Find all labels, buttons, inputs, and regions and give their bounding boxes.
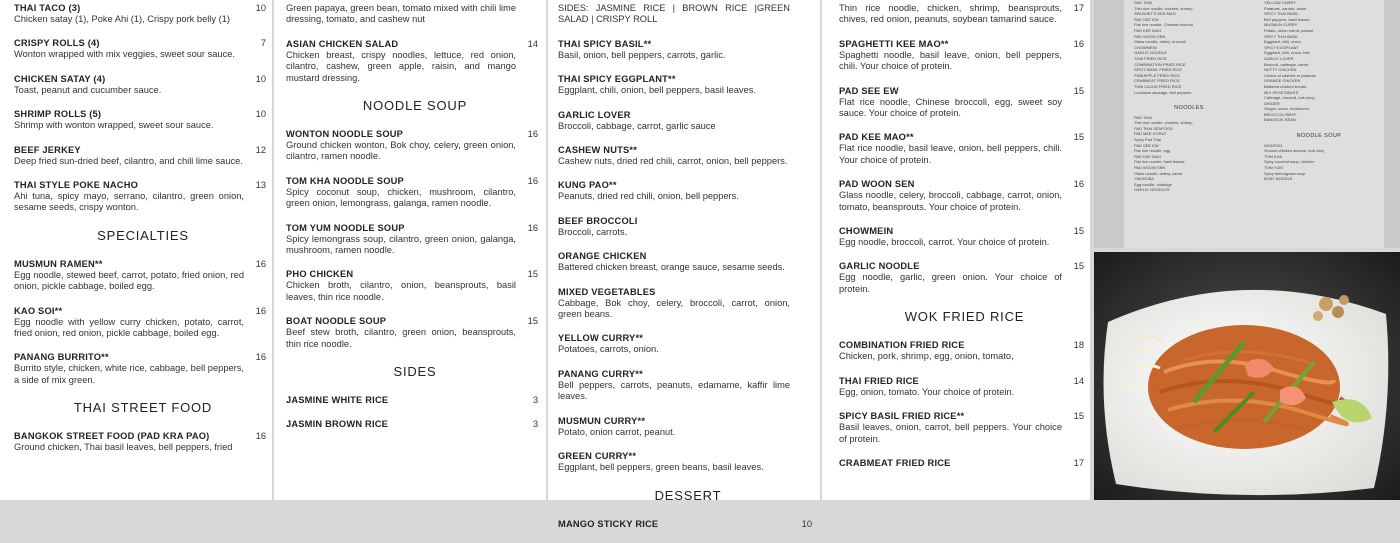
item-price: 14 [527,38,538,49]
item-name: CRISPY ROLLS (4) [14,38,100,49]
menu-paper-line: BROCCOLI BEEF [1264,111,1297,117]
menu-paper-line: Flat rice noodle, basil leaves [1134,159,1185,165]
menu-paper-line: YAKISOBA [1134,176,1154,182]
item-name: BANGKOK STREET FOOD (PAD KRA PAO) [14,431,210,442]
menu-paper-line: SPICY THAI BASIL [1264,33,1299,39]
menu-item [14,180,272,214]
menu-item [286,395,544,406]
menu-paper-line: Cabbage, broccoli, bok choy [1264,95,1315,101]
item-name: THAI STYLE POKE NACHO [14,180,139,191]
item-price: 3 [532,419,538,430]
item-description: Basil leaves, onion, carrot, bell peppers. Your choice of protein. [839,422,1062,444]
item-description: Flat rice noodle, Chinese broccoli, egg, sweet soy sauce. Your choice of protein. [839,96,1062,119]
item-description: Egg noodle, garlic, green onion. Your choice of protein. [839,272,1062,294]
menu-paper-line: YELLOW CURRY [1264,0,1296,5]
menu-paper-line: TOM YUM [1264,165,1283,171]
item-price: 16 [527,175,538,186]
item-description: Egg noodle, stewed beef, carrot, potato, fried onion, red onion, pickle cabbage, boiled egg. [14,269,244,292]
item-description: Chicken breast, crispy noodles, lettuce, red onion, cilantro, cashew, green apple, raisin, and mango mustard dressing. [286,49,516,83]
item-name: BOAT NOODLE SOUP [286,316,387,327]
menu-paper-line: Spicy Pad Thai [1134,137,1161,143]
menu-item [14,306,272,340]
menu-paper-line: PAD THAI [1134,114,1153,120]
sides-note-text: SIDES: JASMINE RICE | BROWN RICE |GREEN SALAD | CRISPY ROLL [558,3,790,25]
column-2-content [286,3,544,443]
item-description: Battered chicken breast, orange sauce, sesame seeds. [558,262,785,273]
item-price: 16 [1073,38,1084,49]
menu-paper-line [1134,95,1244,101]
item-name: CRABMEAT FRIED RICE [839,457,951,468]
menu-item [839,179,1090,213]
menu-item [558,110,818,132]
menu-item [558,145,818,167]
item-price: 15 [1073,85,1084,96]
item-price: 15 [1073,411,1084,422]
item-price: 15 [527,316,538,327]
menu-paper-line: SPAGHETTI KEE MAO [1134,11,1176,17]
item-description: Chicken satay (1), Poke Ahi (1), Crispy pork belly (1) [14,14,230,24]
item-price: 3 [532,395,538,406]
menu-item [286,419,544,430]
item-description: Ground chicken, Thai basil leaves, bell peppers, fried [14,442,233,453]
item-price: 16 [1073,179,1084,190]
menu-paper-line: Potatoes, carrots, onion [1264,5,1307,11]
menu-column-3 [548,0,820,529]
menu-paper-line: PAD KEE MAO [1134,153,1162,159]
section-title-sides: SIDES [393,364,437,380]
menu-paper-line: NOODLE SOUP [1296,132,1342,139]
item-price: 15 [1073,261,1084,272]
section-title-wok-fried-rice: WOK FRIED RICE [904,309,1025,325]
item-price: 10 [255,109,266,120]
menu-paper-line: NOODLES [1174,104,1204,111]
item-name: MIXED VEGETABLES [558,286,656,297]
menu-item [839,39,1090,73]
menu-paper-line: Thin rice noodle, chicken, shrimp [1134,5,1193,11]
menu-item [558,369,818,403]
item-name: JASMIN BROWN RICE [286,419,389,430]
item-name: MUSMUN CURRY** [558,415,646,426]
item-name: THAI SPICY BASIL** [558,38,652,49]
item-name: YELLOW CURRY** [558,333,644,344]
menu-item [558,519,818,530]
menu-paper-line: Glass noodle, celery, carrot [1134,170,1183,176]
item-name: WONTON NOODLE SOUP [286,129,404,140]
menu-paper-line: Spicy coconut soup, chicken [1264,159,1315,165]
item-name: THAI TACO (3) [14,3,81,13]
menu-paper-line: GARLIC LOVER [1264,55,1294,61]
item-description: Peanuts, dried red chili, onion, bell peppers. [558,191,739,202]
item-name: MANGO STICKY RICE [558,518,659,529]
item-price: 7 [260,38,266,49]
menu-paper-line: Ginger, onion, mushroom [1264,106,1309,112]
menu-item [839,340,1090,362]
item-price: 10 [255,73,266,84]
menu-paper-line: Battered chicken breast [1264,83,1307,89]
menu-paper-line: ORANGE CHICKEN [1264,78,1301,84]
menu-item [839,3,1090,26]
column-3-content [558,3,818,543]
item-name: PANANG BURRITO** [14,352,109,363]
menu-item [558,216,818,238]
section-title-thai-street-food: THAI STREET FOOD [73,400,213,416]
item-description: Green papaya, green bean, tomato mixed with chili lime dressing, tomato, and cashew nut [286,3,516,25]
item-description: Glass noodle, celery, broccoli, cabbage, carrot, onion, tomato, beansprouts. Your choice of protein. [839,190,1062,212]
menu-paper-line: Spicy lemongrass soup [1264,170,1306,176]
item-description: Ground chicken wonton, Bok choy, celery, green onion, cilantro, ramen noodle. [286,140,516,162]
item-name: ASIAN CHICKEN SALAD [286,38,399,49]
menu-paper-line: GARLIC NOODLES [1134,187,1170,193]
section-title-specialties: SPECIALTIES [97,227,189,243]
item-name: PAD KEE MAO** [839,132,914,143]
menu-paper-line: GINGER [1264,100,1280,106]
menu-paper-line: PAD MEE KORAT [1134,131,1167,137]
menu-paper-line: Ground chicken wonton, bok choy [1264,148,1325,154]
item-name: TOM KHA NOODLE SOUP [286,175,404,186]
item-description: Beef stew broth, cilantro, green onion, beansprouts, thin rice noodle. [286,327,516,349]
pad-thai-illustration [1094,252,1400,500]
item-name: SPICY BASIL FRIED RICE** [839,411,965,422]
menu-item [286,176,544,210]
item-description: Shrimp with wonton wrapped, sweet sour sauce. [14,120,214,131]
menu-paper-line: THAI FRIED RICE [1134,55,1167,61]
menu-paper-line: PAD THAI [1134,0,1153,5]
menu-column-1 [0,0,272,500]
menu-paper-line: PAD KEE MAO [1134,27,1162,33]
item-name: ORANGE CHICKEN [558,251,647,262]
item-price: 15 [1073,226,1084,237]
item-name: THAI SPICY EGGPLANT** [558,74,676,85]
item-name: PANANG CURRY** [558,368,643,379]
item-price: 16 [527,129,538,140]
item-description: Basil, onion, bell peppers, carrots, garlic. [558,49,726,60]
menu-column-2 [274,0,546,500]
menu-paper-line: Choice of cashew or peanuts [1264,72,1316,78]
item-description: Spicy lemongrass soup, cilantro, green onion, galanga, mushroom, ramen noodle. [286,233,516,256]
item-description: Chicken broth, cilantro, onion, beansprouts, basil leaves, thin rice noodle. [286,280,516,302]
menu-item [558,180,818,202]
item-name: CHOWMEIN [839,226,894,237]
menu-item [286,269,544,303]
column-1-content [14,3,272,467]
menu-item [14,74,272,96]
item-description: Bell peppers, carrots, peanuts, edamame, kaffir lime leaves. [558,379,790,402]
menu-item [839,411,1090,445]
item-price: 17 [1073,3,1084,13]
menu-paper-line: PAD SEE EW [1134,142,1159,148]
menu-item [14,109,272,131]
menu-paper-line: PAD WOON SEN [1134,165,1166,171]
menu-paper-line: PAD THAI SEAFOOD [1134,125,1173,131]
item-description: Spicy coconut soup, chicken, mushroom, cilantro, green onion, lemongrass, galanga, ramen noodle. [286,186,516,209]
menu-paper-right-column [1264,0,1374,182]
item-name: GREEN CURRY** [558,451,637,462]
menu-item [286,3,544,26]
item-price: 12 [255,144,266,155]
menu-paper-line: SPICY BASIL FRIED RICE [1134,67,1183,73]
item-description: Chicken, pork, shrimp, egg, onion, tomato, [839,351,1014,362]
item-name: CHICKEN SATAY (4) [14,73,106,84]
menu-item [286,129,544,163]
menu-item [14,431,272,453]
menu-item [14,259,272,293]
item-name: BEEF JERKEY [14,144,81,155]
item-description: Egg, onion, tomato. Your choice of protein. [839,386,1015,397]
item-name: PAD WOON SEN [839,179,915,190]
item-description: Flat rice noodle, basil leave, onion, bell peppers, chili. Your choice of protein. [839,143,1062,165]
menu-item [839,261,1090,295]
pad-thai-photo[interactable] [1094,252,1400,500]
item-description: Eggplant, chili, onion, bell peppers, basil leaves. [558,85,756,96]
item-description: Burrito style, chicken, white rice, cabbage, bell peppers, a side of mix green. [14,363,244,385]
item-name: SHRIMP ROLLS (5) [14,109,102,120]
menu-paper-line: COMBINATION FRIED RICE [1134,61,1186,67]
item-name: JASMINE WHITE RICE [286,395,389,406]
item-name: KAO SOI** [14,305,63,316]
menu-paper-line: Flat rice noodle, Chinese broccoli [1134,22,1194,28]
menu-paper-line: Bell peppers, basil leaves [1264,16,1310,22]
item-name: PAD SEE EW [839,85,899,96]
item-name: THAI FRIED RICE [839,375,919,386]
menu-paper-line: BOAT NOODLE [1264,176,1293,182]
column-4-content [839,3,1090,482]
menu-paper-line: TOM KHA [1264,153,1283,159]
menu-item [839,132,1090,166]
item-price: 16 [255,305,266,316]
item-price: 10 [255,3,266,13]
menu-item [558,39,818,61]
item-name: BEEF BROCCOLI [558,215,638,226]
menu-item [839,376,1090,398]
menu-paper [1124,0,1384,248]
menu-item [839,226,1090,248]
item-price: 10 [801,518,812,529]
menu-item [558,74,818,96]
item-name: GARLIC LOVER [558,109,631,120]
menu-paper-line: MUSMUN CURRY [1264,22,1298,28]
menu-item [14,3,272,25]
item-name: TOM YUM NOODLE SOUP [286,222,405,233]
item-name: COMBINATION FRIED RICE [839,340,965,351]
item-description: Toast, peanut and cucumber sauce. [14,84,162,95]
item-description: Spaghetti noodle, basil leave, onion, bell peppers, chili. Your choice of protein. [839,49,1062,72]
menu-item [558,451,818,473]
printed-menu-photo[interactable] [1094,0,1400,248]
item-description: Egg noodle, broccoli, carrot. Your choice of protein. [839,237,1050,248]
menu-paper-line: NUTTY CHICKEN [1264,67,1297,73]
menu-item [558,251,818,273]
item-name: CASHEW NUTS** [558,145,638,156]
menu-paper-line: PAD WOON SEN [1134,33,1166,39]
item-price: 15 [527,269,538,280]
menu-item [286,316,544,350]
menu-paper-line: Potato, onion carrot, peanut [1264,27,1314,33]
menu-paper-line: CHOWMEIN [1134,44,1157,50]
item-description: Ahi tuna, spicy mayo, serrano, cilantro, green onion, sesame seeds, crispy wonton. [14,191,244,213]
menu-paper-line: BANGKOK BEAN [1264,117,1296,123]
section-title-noodle-soup: NOODLE SOUP [362,98,468,114]
menu-item [14,145,272,167]
menu-paper-line: Thin rice noodle, chicken, shrimp [1134,120,1193,126]
menu-paper-line: SPICY THAI BASIL [1264,11,1299,17]
menu-paper-line: SPICY EGGPLANT [1264,44,1299,50]
menu-paper-line: Egg noodle, cabbage [1134,181,1172,187]
menu-item [14,352,272,386]
menu-item [839,86,1090,120]
item-description: Broccoli, carrots. [558,226,628,237]
menu-paper-left-column [1134,0,1244,193]
item-description: Cabbage, Bok choy, celery, broccoli, carrot, onion, green beans. [558,297,790,320]
item-price: 17 [1073,457,1084,468]
item-price: 16 [255,352,266,363]
item-price: 16 [255,258,266,269]
menu-item [14,38,272,60]
item-description: Thin rice noodle, chicken, shrimp, beansprouts, chives, red onion, peanuts, soybean tamarind sauce. [839,3,1062,25]
menu-paper-line: CRABMEAT FRIED RICE [1134,78,1180,84]
menu-column-4 [822,0,1090,500]
item-price: 15 [1073,132,1084,143]
item-description: Potatoes, carrots, onion. [558,344,659,355]
item-price: 18 [1073,340,1084,351]
item-name: GARLIC NOODLE [839,261,920,272]
item-description: Potato, onion carrot, peanut. [558,426,676,437]
item-description: Wonton wrapped with mix veggies, sweet sour sauce. [14,49,235,60]
item-name: MUSMUN RAMEN** [14,258,103,269]
menu-item [286,223,544,257]
menu-paper-line: Broccoli, cabbage, carrot [1264,61,1309,67]
menu-item [286,39,544,84]
menu-paper-line: Eggplant, chili, onion [1264,39,1301,45]
menu-paper-line: PINEAPPLE FRIED RICE [1134,72,1181,78]
item-price: 16 [527,222,538,233]
menu-paper-line: Glass noodle, celery, broccoli [1134,39,1186,45]
menu-paper-line: Louisiana sausage, bell peppers [1134,89,1192,95]
menu-paper-line: Eggplant, chili, onion, bell [1264,50,1310,56]
menu-paper-line: Flat rice noodle, egg [1134,148,1171,154]
item-price: 14 [1073,375,1084,386]
menu-paper-line: WONTON [1264,142,1283,148]
section-title-dessert: DESSERT [654,487,722,503]
item-name: KUNG PAO** [558,180,617,191]
menu-paper-line: PAD SEE EW [1134,16,1159,22]
menu-paper-line: MIX VEGETABLES [1264,89,1299,95]
sides-note [558,3,818,26]
menu-item [558,333,818,355]
menu-item [558,416,818,438]
menu-item [558,287,818,321]
item-description: Eggplant, bell peppers, green beans, basil leaves. [558,462,764,473]
item-description: Broccoli, cabbage, carrot, garlic sauce [558,120,716,131]
menu-paper-line: GARLIC NOODLE [1134,50,1167,56]
item-name: SPAGHETTI KEE MAO** [839,38,949,49]
item-price: 16 [255,431,266,442]
item-name: PHO CHICKEN [286,269,354,280]
item-description: Cashew nuts, dried red chili, carrot, onion, bell peppers. [558,156,788,167]
menu-paper-line [1264,123,1374,129]
item-price: 13 [255,180,266,191]
item-description: Deep fried sun-dried beef, cilantro, and chili lime sauce. [14,155,243,166]
item-description: Egg noodle with yellow curry chicken, potato, carrot, fried onion, red onion, pickle cabbage, boiled egg. [14,316,244,339]
menu-item [839,458,1090,469]
menu-paper-line: THAI CAJUN FRIED RICE [1134,83,1182,89]
